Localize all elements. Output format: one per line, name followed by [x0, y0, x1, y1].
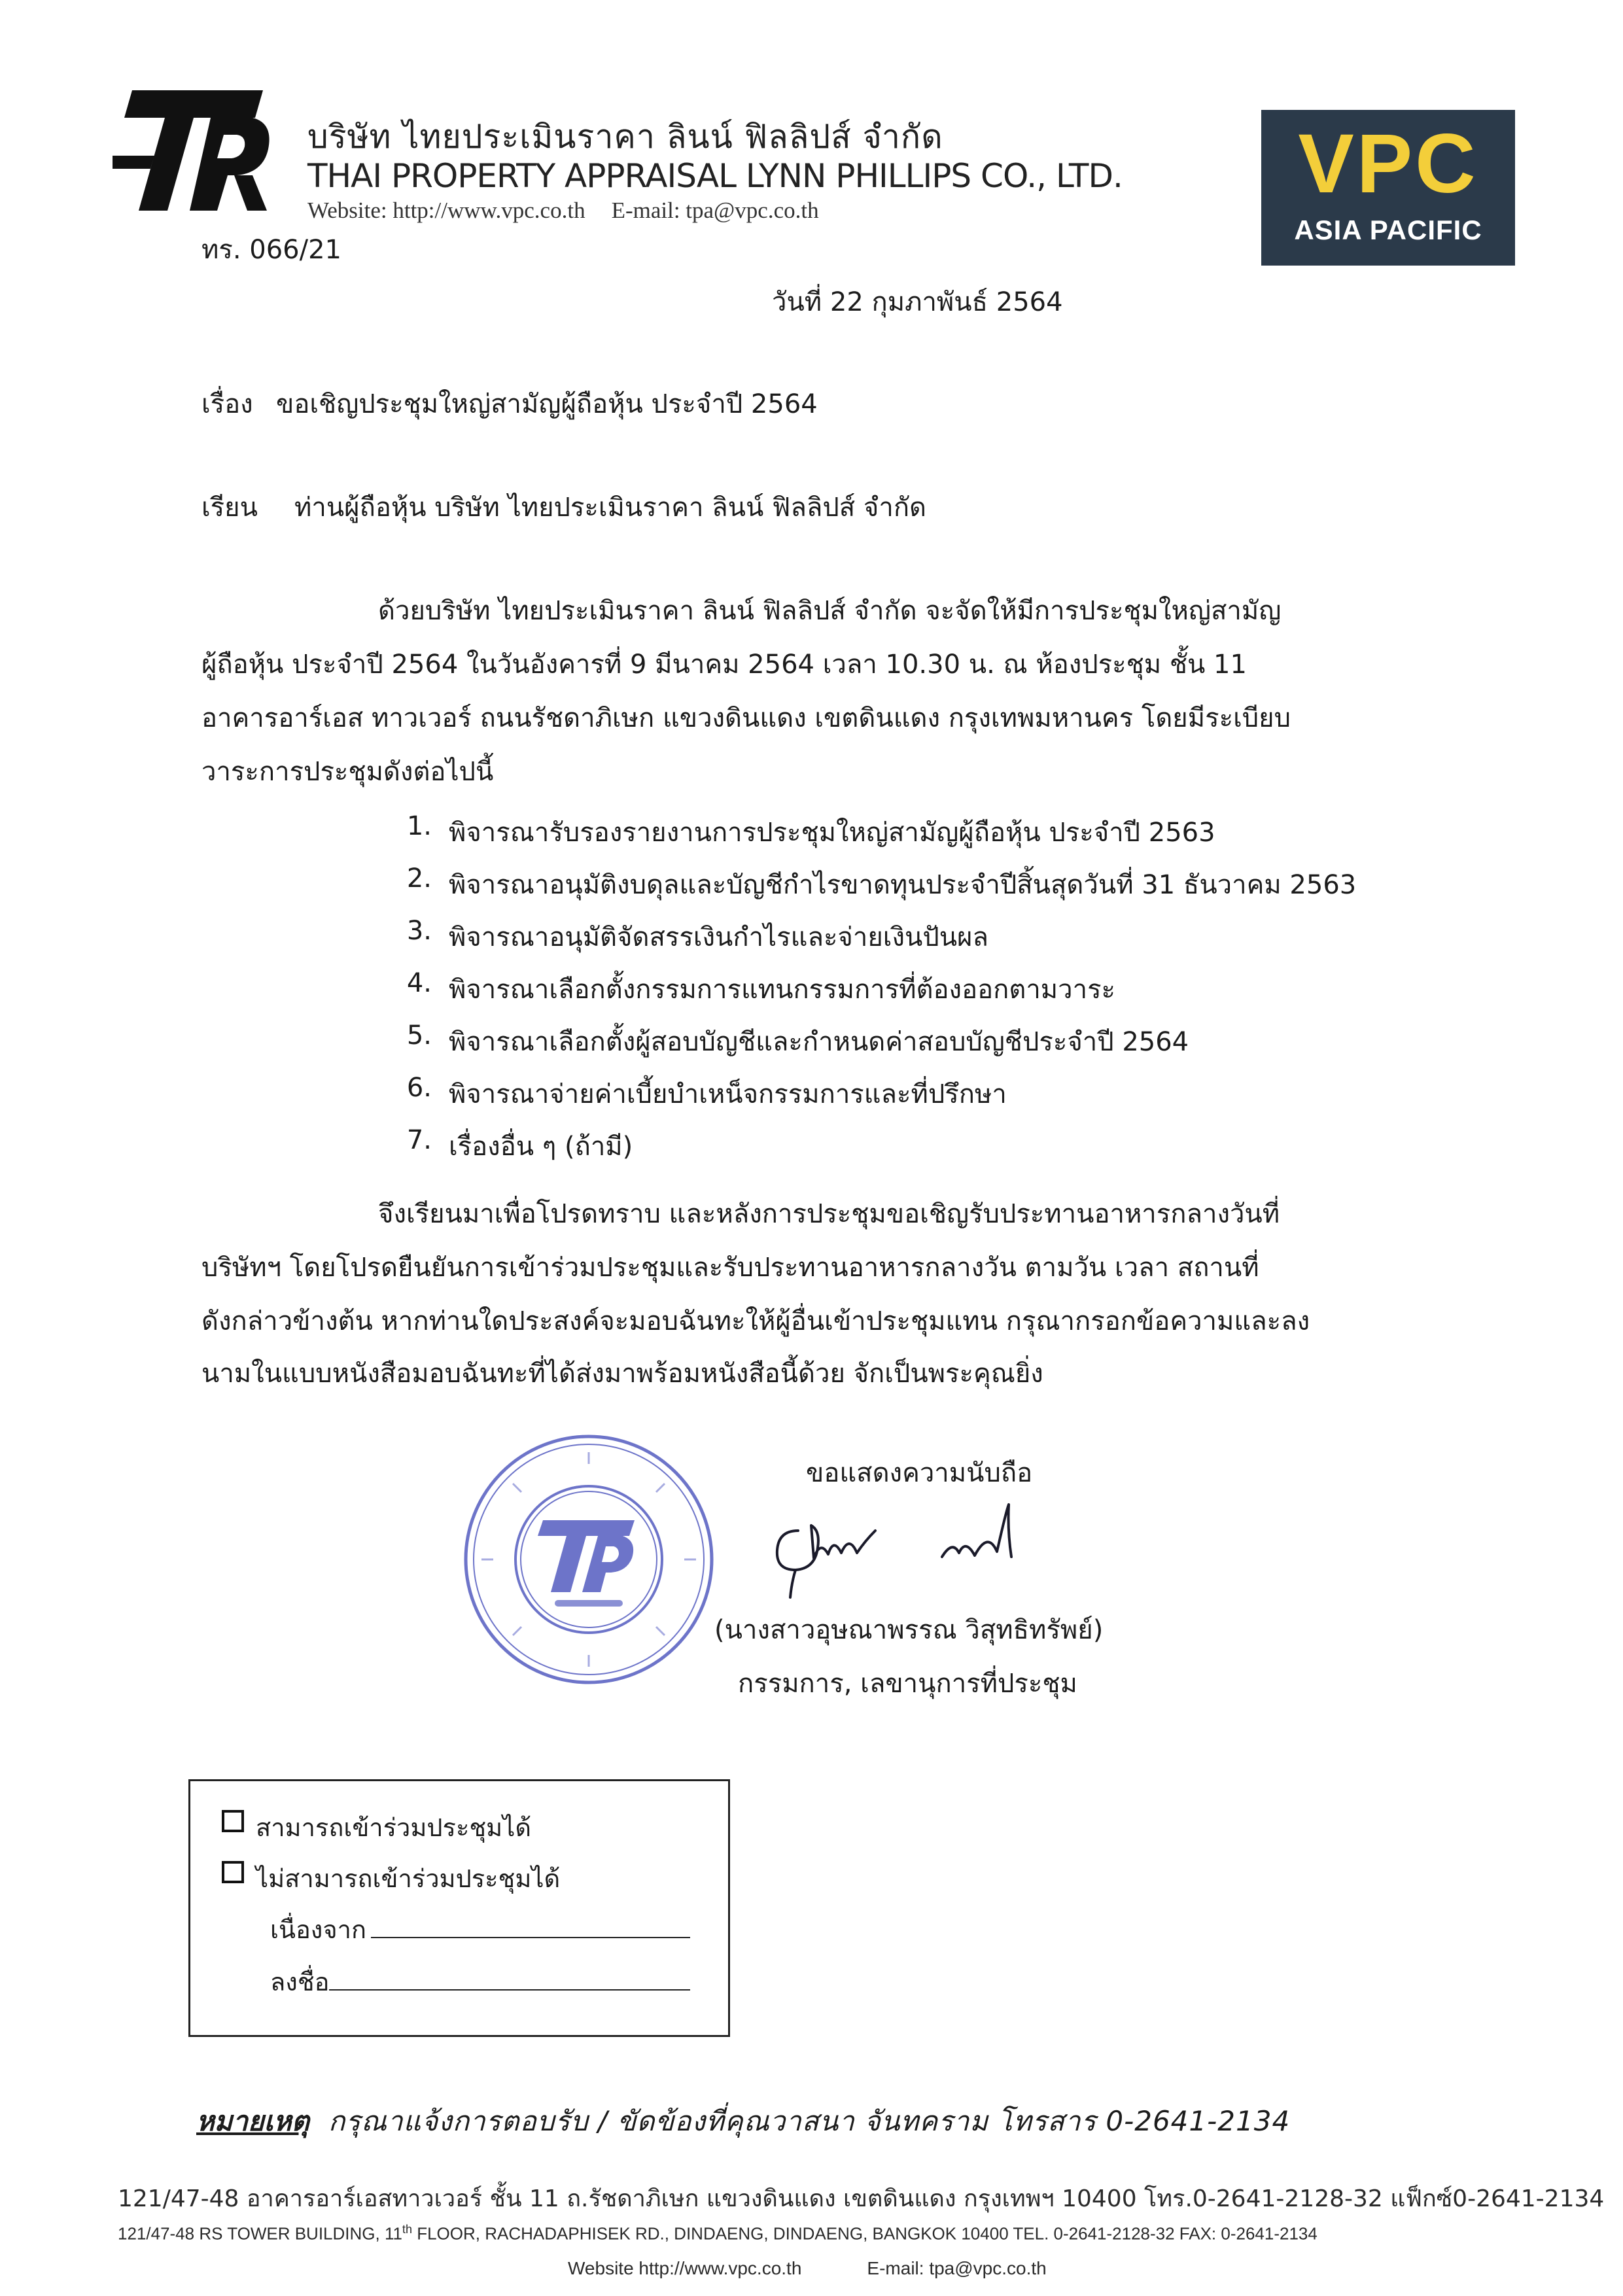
agenda-item-text: เรื่องอื่น ๆ (ถ้ามี) — [449, 1132, 633, 1162]
header-contact — [307, 198, 819, 224]
letter-date: วันที่ 22 กุมภาพันธ์ 2564 — [772, 287, 1063, 317]
agenda-item-number: 6. — [406, 1073, 432, 1103]
attend-option-label: สามารถเข้าร่วมประชุมได้ — [256, 1813, 532, 1842]
note-text: กรุณาแจ้งการตอบรับ / ขัดข้องที่คุณวาสนา จันทคราม โทรสาร 0-2641-2134 — [328, 2105, 1291, 2137]
company-seal-stamp-icon — [458, 1429, 720, 1690]
agenda-item-text: พิจารณาเลือกตั้งกรรมการแทนกรรมการที่ต้องออกตามวาระ — [449, 975, 1116, 1005]
subject-label: เรื่อง — [201, 389, 253, 419]
agenda-item-text: พิจารณาอนุมัติงบดุลและบัญชีกำไรขาดทุนประจำปีสิ้นสุดวันที่ 31 ธันวาคม 2563 — [449, 870, 1357, 900]
footer-email[interactable]: E-mail: tpa@vpc.co.th — [867, 2258, 1047, 2278]
vpc-badge-sub: ASIA PACIFIC — [1294, 215, 1482, 245]
not-attend-checkbox[interactable] — [222, 1861, 244, 1883]
paragraph2-line: บริษัทฯ โดยโปรดยืนยันการเข้าร่วมประชุมและรับประทานอาหารกลางวัน ตามวัน เวลา สถานที่ — [201, 1253, 1259, 1283]
agenda-item-text: พิจารณารับรองรายงานการประชุมใหญ่สามัญผู้ถือหุ้น ประจำปี 2563 — [449, 818, 1215, 848]
footer-address-en-part2: FLOOR, RACHADAPHISEK RD., DINDAENG, DINDAENG, BANGKOK 10400 TEL. 0-2641-2128-32 FAX: 0-2641-2134 — [411, 2223, 1318, 2244]
company-name-english: THAI PROPERTY APPRAISAL LYNN PHILLIPS CO., LTD. — [307, 157, 1123, 195]
paragraph2-line: จึงเรียนมาเพื่อโปรดทราบ และหลังการประชุมขอเชิญรับประทานอาหารกลางวันที่ — [378, 1199, 1280, 1229]
paragraph1-line: ผู้ถือหุ้น ประจำปี 2564 ในวันอังคารที่ 9 มีนาคม 2564 เวลา 10.30 น. ณ ห้องประชุม ชั้น 11 — [201, 650, 1247, 680]
recipient-label: เรียน — [201, 493, 258, 523]
signature-input-line[interactable] — [329, 1988, 690, 1991]
note-label: หมายเหตุ — [196, 2105, 309, 2137]
footer-address-en-part1: 121/47-48 RS TOWER BUILDING, 11 — [118, 2223, 402, 2244]
signer-name: (นางสาวอุษณาพรรณ วิสุทธิทรัพย์) — [714, 1615, 1104, 1645]
paragraph1-line: ด้วยบริษัท ไทยประเมินราคา ลินน์ ฟิลลิปส์ จำกัด จะจัดให้มีการประชุมใหญ่สามัญ — [378, 596, 1282, 626]
tpa-monogram-logo-icon — [113, 77, 275, 224]
vpc-asia-pacific-badge — [1261, 110, 1515, 266]
reply-form-box — [188, 1779, 730, 2037]
paragraph2-line: ดังกล่าวข้างต้น หากท่านใดประสงค์จะมอบฉันทะให้ผู้อื่นเข้าประชุมแทน กรุณากรอกข้อความและลง — [201, 1306, 1310, 1336]
not-attend-option-label: ไม่สามารถเข้าร่วมประชุมได้ — [256, 1864, 561, 1893]
paragraph1-line: อาคารอาร์เอส ทาวเวอร์ ถนนรัชดาภิเษก แขวงดินแดง เขตดินแดง กรุงเทพมหานคร โดยมีระเบียบ — [201, 703, 1291, 733]
agenda-item-text: พิจารณาอนุมัติจัดสรรเงินกำไรและจ่ายเงินปันผล — [449, 922, 988, 952]
recipient-text: ท่านผู้ถือหุ้น บริษัท ไทยประเมินราคา ลินน์ ฟิลลิปส์ จำกัด — [294, 493, 927, 523]
agenda-item-number: 7. — [406, 1125, 432, 1155]
footer-address-en-sup: th — [402, 2223, 412, 2236]
agenda-item-number: 5. — [406, 1020, 432, 1051]
attend-checkbox[interactable] — [222, 1810, 244, 1832]
header-email[interactable]: E-mail: tpa@vpc.co.th — [611, 198, 819, 223]
footer-address-thai: 121/47-48 อาคารอาร์เอสทาวเวอร์ ชั้น 11 ถ.รัชดาภิเษก แขวงดินแดง เขตดินแดง กรุงเทพฯ 10400 โทร.0-2641-2128-32 แฟ็กซ์0-2641-2134 — [118, 2185, 1605, 2212]
company-name-thai: บริษัท ไทยประเมินราคา ลินน์ ฟิลลิปส์ จำกัด — [307, 118, 943, 156]
agenda-item-text: พิจารณาเลือกตั้งผู้สอบบัญชีและกำหนดค่าสอบบัญชีประจำปี 2564 — [449, 1027, 1189, 1057]
footer-contact — [568, 2258, 1047, 2279]
agenda-item-number: 3. — [406, 916, 432, 946]
header-website[interactable]: Website: http://www.vpc.co.th — [307, 198, 585, 223]
reason-label: เนื่องจาก — [270, 1915, 366, 1944]
agenda-item-number: 4. — [406, 968, 432, 998]
handwritten-signature-icon — [752, 1485, 1066, 1603]
footer-website[interactable]: Website http://www.vpc.co.th — [568, 2258, 802, 2278]
paragraph2-line: นามในแบบหนังสือมอบฉันทะที่ได้ส่งมาพร้อมหนังสือนี้ด้วย จักเป็นพระคุณยิ่ง — [201, 1359, 1043, 1389]
signature-label: ลงชื่อ — [270, 1968, 330, 1996]
agenda-item-text: พิจารณาจ่ายค่าเบี้ยบำเหน็จกรรมการและที่ปรึกษา — [449, 1079, 1007, 1109]
footer-address-english — [118, 2223, 1318, 2244]
agenda-item-number: 1. — [406, 811, 432, 841]
vpc-badge-main: VPC — [1298, 117, 1478, 211]
paragraph1-line: วาระการประชุมดังต่อไปนี้ — [201, 757, 494, 787]
reason-input-line[interactable] — [371, 1936, 690, 1938]
reference-number: ทร. 066/21 — [201, 235, 342, 265]
signer-title: กรรมการ, เลขานุการที่ประชุม — [738, 1669, 1077, 1699]
closing-salutation: ขอแสดงความนับถือ — [806, 1458, 1033, 1488]
agenda-item-number: 2. — [406, 863, 432, 894]
subject-text: ขอเชิญประชุมใหญ่สามัญผู้ถือหุ้น ประจำปี 2564 — [276, 389, 818, 419]
